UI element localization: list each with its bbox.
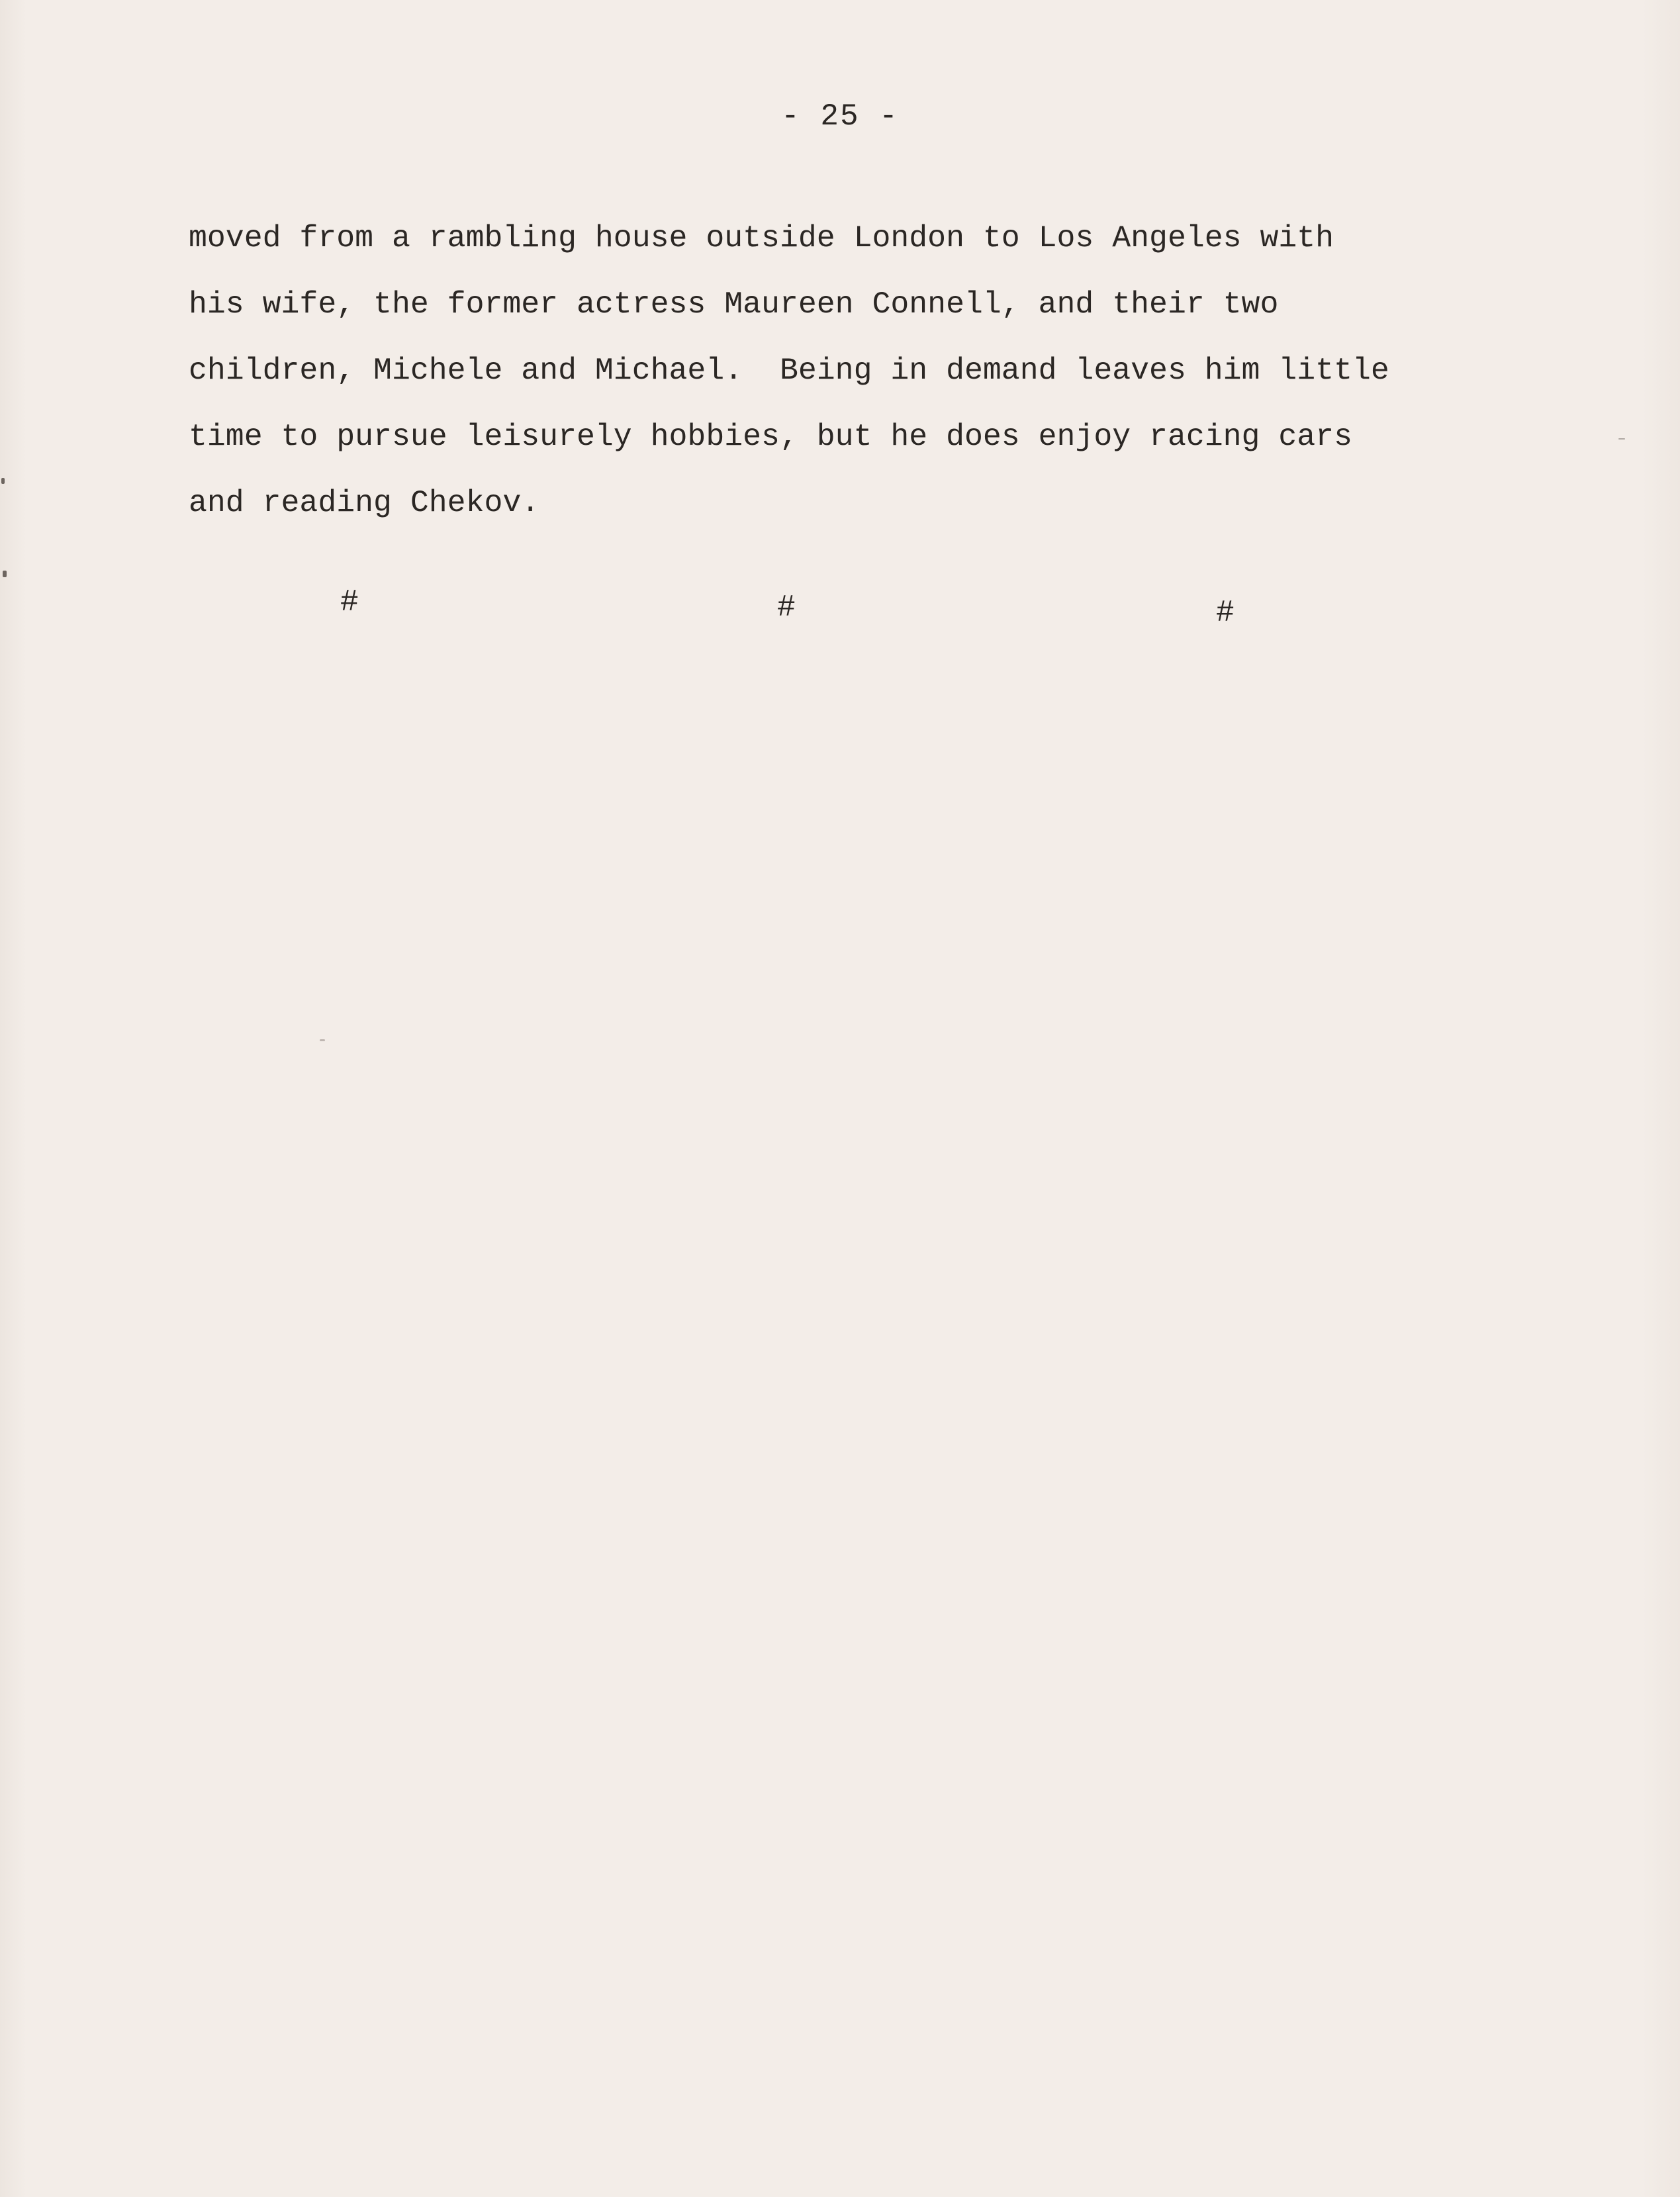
text-line: and reading Chekov. bbox=[189, 485, 540, 520]
paper-speck bbox=[1, 478, 5, 484]
end-marks bbox=[0, 576, 1680, 629]
end-mark: # bbox=[340, 585, 359, 620]
text-line: time to pursue leisurely hobbies, but he does enjoy racing cars bbox=[189, 419, 1352, 454]
page-number: - 25 - bbox=[781, 99, 899, 134]
text-line: moved from a rambling house outside London to Los Angeles with bbox=[189, 220, 1334, 256]
paper-speck bbox=[320, 1039, 325, 1041]
text-line: children, Michele and Michael. Being in demand leaves him little bbox=[189, 353, 1389, 388]
body-paragraph bbox=[189, 205, 1513, 536]
paper-speck bbox=[1618, 438, 1625, 440]
text-line: his wife, the former actress Maureen Connell, and their two bbox=[189, 287, 1279, 322]
end-mark: # bbox=[1216, 596, 1235, 630]
paper-speck bbox=[3, 571, 7, 577]
end-mark: # bbox=[777, 590, 796, 625]
